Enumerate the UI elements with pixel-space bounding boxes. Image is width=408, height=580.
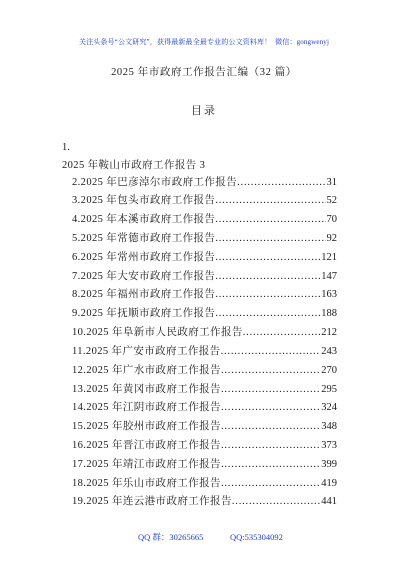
toc-entry-page-number: 70	[326, 214, 337, 226]
toc-entry-title: 5.2025 年常德市政府工作报告	[72, 233, 216, 245]
toc-heading: 目录	[191, 105, 217, 117]
toc-entry-title: 18.2025 年乐山市政府工作报告	[72, 477, 221, 489]
document-title: 2025 年市政府工作报告汇编（32 篇）	[111, 67, 297, 78]
toc-dot-leader	[215, 230, 325, 249]
toc-entry-page-number: 163	[321, 289, 337, 301]
toc-dot-leader	[215, 286, 320, 305]
toc-entry-page-number: 348	[321, 421, 337, 433]
toc-entry-page-number: 147	[321, 270, 337, 282]
toc-entry-page-number: 324	[321, 402, 337, 414]
toc-entry-title: 14.2025 年江阴市政府工作报告	[72, 402, 221, 414]
toc-dot-leader	[221, 437, 320, 456]
toc-entry-17	[72, 456, 337, 475]
toc-entry-page-number: 373	[321, 439, 337, 451]
toc-entry-page-number: 121	[321, 251, 337, 263]
toc-entry-8	[72, 286, 337, 305]
toc-dot-leader	[221, 418, 320, 437]
toc-entry-title: 8.2025 年福州市政府工作报告	[72, 289, 216, 301]
toc-entry-title: 10.2025 年阜新市人民政府工作报告	[72, 327, 243, 339]
toc-dot-leader	[215, 211, 325, 230]
toc-entry-6	[72, 249, 337, 268]
toc-entry-3	[72, 192, 337, 211]
toc-entry-12	[72, 362, 337, 381]
toc-dot-leader	[232, 493, 320, 512]
toc-list	[72, 174, 337, 513]
toc-entry-19	[72, 493, 337, 512]
toc-entry-page-number: 52	[326, 195, 337, 207]
toc-entry-title: 16.2025 年晋江市政府工作报告	[72, 439, 221, 451]
toc-dot-leader	[221, 362, 320, 381]
toc-entry-title: 7.2025 年大安市政府工作报告	[72, 270, 216, 282]
toc-entry-title: 12.2025 年广水市政府工作报告	[72, 364, 221, 376]
toc-entry-5	[72, 230, 337, 249]
toc-entry-16	[72, 437, 337, 456]
toc-dot-leader	[215, 192, 325, 211]
toc-dot-leader	[215, 268, 320, 287]
toc-entry-page-number: 188	[321, 308, 337, 320]
toc-entry-14	[72, 399, 337, 418]
toc-entry-7	[72, 268, 337, 287]
toc-entry-page-number: 419	[321, 477, 337, 489]
toc-entry-title: 2.2025 年巴彦淖尔市政府工作报告	[72, 176, 238, 188]
toc-entry-4	[72, 211, 337, 230]
toc-entry-1-number: 1.	[62, 142, 70, 153]
toc-entry-18	[72, 475, 337, 494]
toc-dot-leader	[221, 475, 320, 494]
toc-entry-title: 9.2025 年抚顺市政府工作报告	[72, 308, 216, 320]
toc-entry-page-number: 212	[321, 327, 337, 339]
toc-entry-page-number: 399	[321, 458, 337, 470]
toc-entry-11	[72, 343, 337, 362]
toc-entry-2	[72, 174, 337, 193]
toc-dot-leader	[221, 399, 320, 418]
toc-entry-title: 3.2025 年包头市政府工作报告	[72, 195, 216, 207]
toc-entry-page-number: 441	[321, 496, 337, 508]
toc-entry-page-number: 92	[326, 233, 337, 245]
toc-dot-leader	[237, 174, 325, 193]
toc-entry-title: 4.2025 年本溪市政府工作报告	[72, 214, 216, 226]
toc-entry-title: 15.2025 年胶州市政府工作报告	[72, 421, 221, 433]
toc-dot-leader	[221, 456, 320, 475]
toc-entry-1-text: 2025 年鞍山市政府工作报告 3	[62, 160, 206, 171]
toc-dot-leader	[215, 305, 320, 324]
footer-qq-group: QQ 群：30265665	[138, 532, 204, 542]
toc-entry-9	[72, 305, 337, 324]
toc-dot-leader	[243, 324, 321, 343]
toc-entry-page-number: 270	[321, 364, 337, 376]
footer-qq: QQ:535304092	[230, 532, 283, 542]
toc-entry-page-number: 243	[321, 345, 337, 357]
toc-entry-title: 19.2025 年连云港市政府工作报告	[72, 496, 232, 508]
toc-entry-title: 11.2025 年广安市政府工作报告	[72, 345, 221, 357]
toc-entry-title: 13.2025 年黄冈市政府工作报告	[72, 383, 221, 395]
toc-entry-13	[72, 381, 337, 400]
toc-entry-page-number: 31	[326, 176, 337, 188]
header-promo-note: 关注头条号“公文研究”，获得最新最全最专业的公文资料库！ 微信：gongwenyj	[78, 38, 330, 46]
toc-dot-leader	[215, 249, 320, 268]
toc-entry-10	[72, 324, 337, 343]
toc-dot-leader	[221, 343, 321, 362]
toc-entry-page-number: 295	[321, 383, 337, 395]
toc-entry-15	[72, 418, 337, 437]
toc-entry-title: 17.2025 年靖江市政府工作报告	[72, 458, 221, 470]
toc-dot-leader	[221, 381, 320, 400]
toc-entry-title: 6.2025 年常州市政府工作报告	[72, 251, 216, 263]
